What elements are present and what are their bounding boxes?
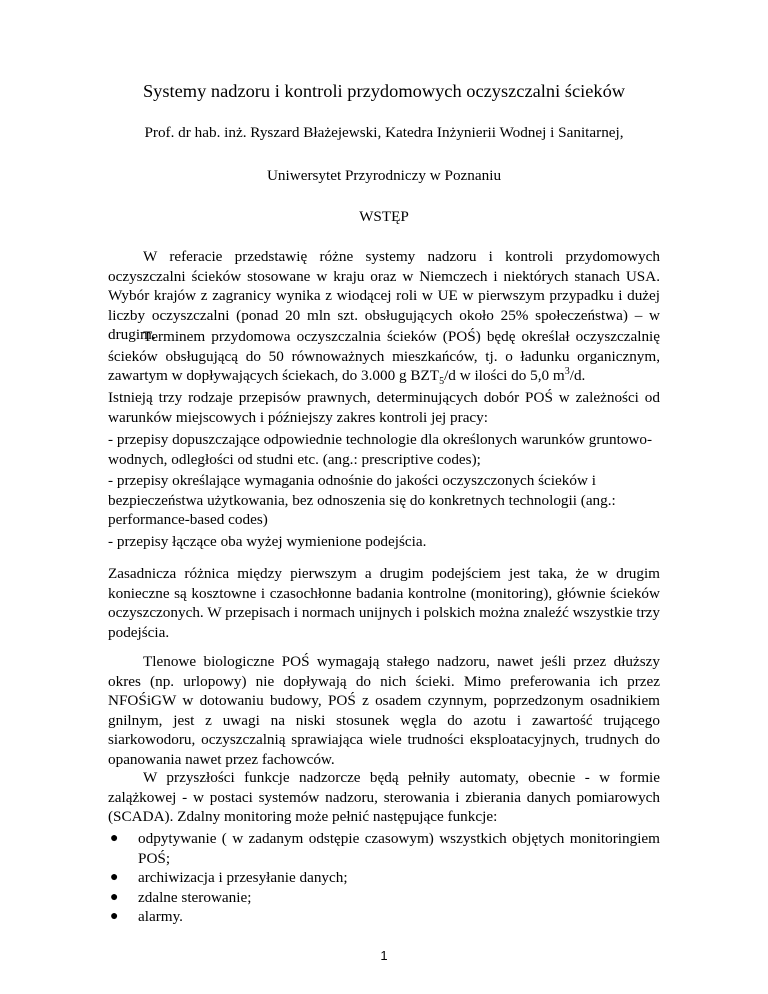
list-item <box>108 868 660 888</box>
list-item-text: odpytywanie ( w zadanym odstępie czasowym) wszystkich objętych monitoringiem POŚ; <box>138 830 660 867</box>
list-item <box>108 907 660 927</box>
subscript-5: 5 <box>439 376 445 388</box>
paragraph-intro: W referacie przedstawię różne systemy nadzoru i kontroli przydomowych oczyszczalni ścieków stosowane w kraju oraz w Niemczech i niektórych stanach USA. Wybór krajów z zagranicy wynika z wiodącej roli w UE w pierwszym przypadku i dużej liczby oczyszczalni (ponad 20 mln szt. obsługujących około 25% społeczeństwa) – w drugim. <box>108 248 660 343</box>
bullet-icon: ● <box>110 889 119 905</box>
paragraph-prescriptive: - przepisy dopuszczające odpowiednie technologie dla określonych warunków gruntowo-wodnych, odległości od studni etc. (ang.: prescriptive codes); <box>108 431 653 468</box>
author-line: Prof. dr hab. inż. Ryszard Błażejewski, Katedra Inżynierii Wodnej i Sanitarnej, <box>144 124 624 141</box>
bullet-icon: ● <box>110 909 119 924</box>
page-number: 1 <box>380 948 388 963</box>
list-item <box>108 888 660 908</box>
paragraph-performance: - przepisy określające wymagania odnośnie do jakości oczyszczonych ścieków i bezpieczeństwa użytkowania, bez odnoszenia się do konkretnych technologii (ang.: performance-based codes) <box>108 472 616 528</box>
list-item <box>108 829 660 868</box>
list-item-text: alarmy. <box>138 908 183 925</box>
paragraph-definition <box>108 327 660 386</box>
list-item-text: zdalne sterowanie; <box>138 888 252 906</box>
superscript-3: 3 <box>564 365 570 377</box>
definition-text-1: Terminem przydomowa oczyszczalnia ścieków (POŚ) będę określał oczyszczalnię ścieków obsługującą do 50 równoważnych mieszkańców, tj. o ładunku organicznym, zawartym w dopływających ściekach, do 3.000 g BZT <box>108 328 660 384</box>
paragraph-regulations: Istnieją trzy rodzaje przepisów prawnych, determinujących dobór POŚ w zależności od warunków miejscowych i późniejszy zakres kontroli jej pracy: <box>108 389 660 426</box>
bullet-icon: ● <box>110 831 119 846</box>
list-item-text: archiwizacja i przesyłanie danych; <box>138 869 348 886</box>
section-heading: WSTĘP <box>359 208 409 225</box>
paragraph-future: W przyszłości funkcje nadzorcze będą pełniły automaty, obecnie - w formie zalążkowej - w postaci systemów nadzoru, sterowania i zbierania danych pomiarowych (SCADA). Zdalny monitoring może pełnić następujące funkcje: <box>108 769 660 825</box>
affiliation: Uniwersytet Przyrodniczy w Poznaniu <box>266 167 502 184</box>
definition-text-2: /d w ilości do 5,0 m <box>444 367 565 384</box>
monitoring-functions-list <box>108 829 660 927</box>
paragraph-difference: Zasadnicza różnica między pierwszym a drugim podejściem jest taka, że w drugim konieczne są kosztowne i czasochłonne badania kontrolne (monitoring), głównie ścieków oczyszczonych. W przepisach i normach unijnych i polskich można znaleźć wszystkie trzy podejścia. <box>108 565 660 641</box>
definition-text-3: /d. <box>569 367 586 384</box>
paragraph-combined: - przepisy łączące oba wyżej wymienione podejścia. <box>108 533 427 550</box>
document-title: Systemy nadzoru i kontroli przydomowych oczyszczalni ścieków <box>142 81 626 101</box>
paragraph-aerobic: Tlenowe biologiczne POŚ wymagają stałego nadzoru, nawet jeśli przez dłuższy okres (np. urlopowy) nie dopływają do nich ścieki. Mimo preferowania ich przez NFOŚiGW w dotowaniu budowy, POŚ z osadem czynnym, poprzedzonym osadnikiem gnilnym, jest z uwagi na niski stosunek węgla do azotu i zawartość trującego siarkowodoru, oczyszczalnią sprawiająca wiele trudności eksploatacyjnych, trudnych do opanowania nawet przez fachowców. <box>108 653 660 768</box>
bullet-icon: ● <box>110 870 119 885</box>
